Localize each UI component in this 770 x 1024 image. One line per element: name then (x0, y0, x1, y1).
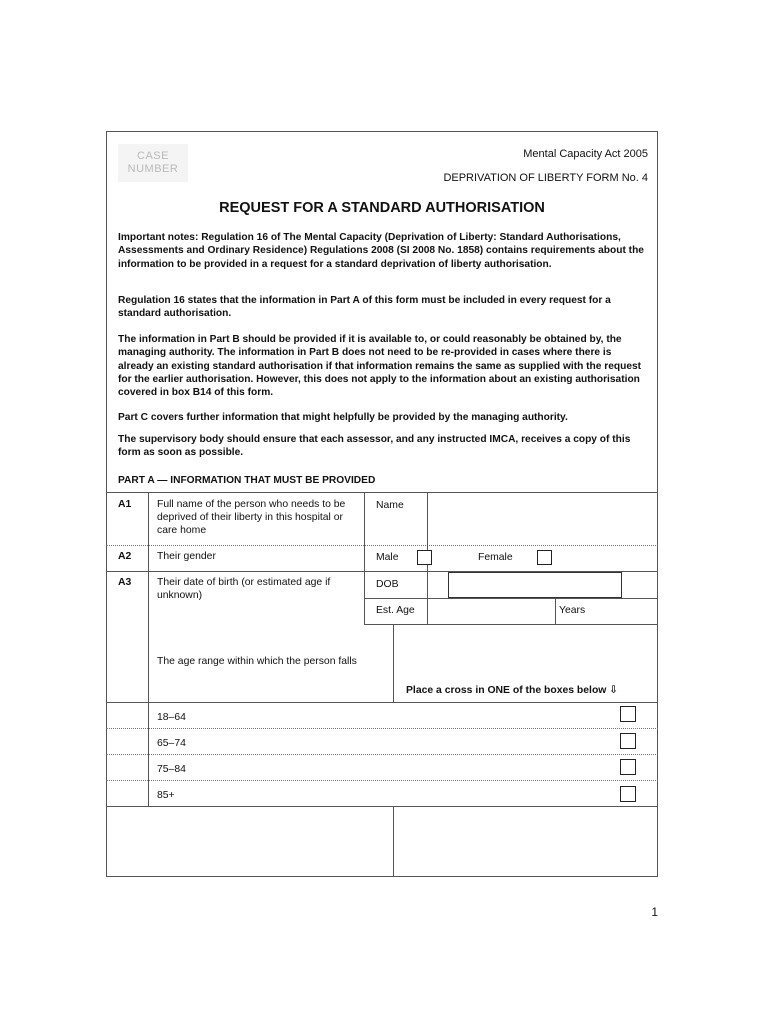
age-range-question: The age range within which the person falls (157, 656, 357, 667)
table-rule (106, 780, 658, 781)
age-range-label: 18–64 (157, 712, 186, 723)
table-rule (106, 728, 658, 729)
table-rule (393, 806, 394, 877)
table-rule (106, 754, 658, 755)
note-paragraph: The supervisory body should ensure that each assessor, and any instructed IMCA, receives a copy of this form as soon as possible. (118, 434, 631, 459)
a3-question: Their date of birth (or estimated age if unknown) (157, 577, 331, 601)
table-rule (106, 806, 658, 807)
female-checkbox[interactable] (537, 550, 552, 565)
table-rule (364, 598, 658, 599)
table-rule (106, 492, 658, 493)
name-field[interactable] (429, 494, 657, 544)
table-rule (148, 492, 149, 806)
form-title: REQUEST FOR A STANDARD AUTHORISATION (219, 200, 545, 216)
a1-name-label: Name (376, 500, 404, 511)
table-rule (106, 702, 658, 703)
age-range-label: 65–74 (157, 738, 186, 749)
age-range-instruction: Place a cross in ONE of the boxes below ⇩ (406, 685, 618, 696)
note-paragraph: Part C covers further information that might helpfully be provided by the managing authority. (118, 412, 568, 423)
est-age-label: Est. Age (376, 605, 415, 616)
dob-label: DOB (376, 579, 399, 590)
page-number: 1 (651, 905, 658, 919)
female-label: Female (478, 552, 513, 563)
a1-question: Full name of the person who needs to be deprived of their liberty in this hospital or care home (157, 499, 346, 536)
table-rule (364, 492, 365, 624)
table-rule (106, 545, 658, 546)
a1-number: A1 (118, 499, 132, 510)
note-paragraph: The information in Part B should be provided if it is available to, or could reasonably be obtained by, the managing authority. The information in Part B does not need to be re-provided in cases where there is already an existing standard authorisation if that information remains the same as supplied with the request for the earlier authorisation. However, this does not apply to the information about an existing authorisation covered in box B14 of this form. (118, 334, 642, 399)
a2-number: A2 (118, 551, 132, 562)
age-range-label: 75–84 (157, 764, 186, 775)
age-75-84-checkbox[interactable] (620, 759, 636, 775)
male-checkbox[interactable] (417, 550, 432, 565)
table-rule (555, 598, 556, 624)
dob-field[interactable] (448, 572, 622, 598)
act-title: Mental Capacity Act 2005 (523, 148, 648, 160)
a2-question: Their gender (157, 551, 216, 562)
form-number: DEPRIVATION OF LIBERTY FORM No. 4 (443, 172, 648, 184)
years-label: Years (559, 605, 586, 616)
age-85-plus-checkbox[interactable] (620, 786, 636, 802)
a3-number: A3 (118, 577, 132, 588)
age-65-74-checkbox[interactable] (620, 733, 636, 749)
age-range-label: 85+ (157, 790, 175, 801)
table-rule (364, 624, 658, 625)
age-18-64-checkbox[interactable] (620, 706, 636, 722)
case-number-box: CASE NUMBER (118, 144, 188, 182)
est-age-field[interactable] (429, 600, 553, 622)
part-a-heading: PART A — INFORMATION THAT MUST BE PROVIDED (118, 475, 376, 486)
table-rule (393, 624, 394, 702)
note-paragraph: Important notes: Regulation 16 of The Mental Capacity (Deprivation of Liberty: Standard Authorisations, Assessments and Ordinary Residence) Regulations 2008 (SI 2008 No. 1858) contains requirements about the information to be provided in a request for a standard deprivation of liberty authorisation. (118, 232, 644, 270)
note-paragraph: Regulation 16 states that the information in Part A of this form must be included in every request for a standard authorisation. (118, 295, 611, 320)
male-label: Male (376, 552, 399, 563)
